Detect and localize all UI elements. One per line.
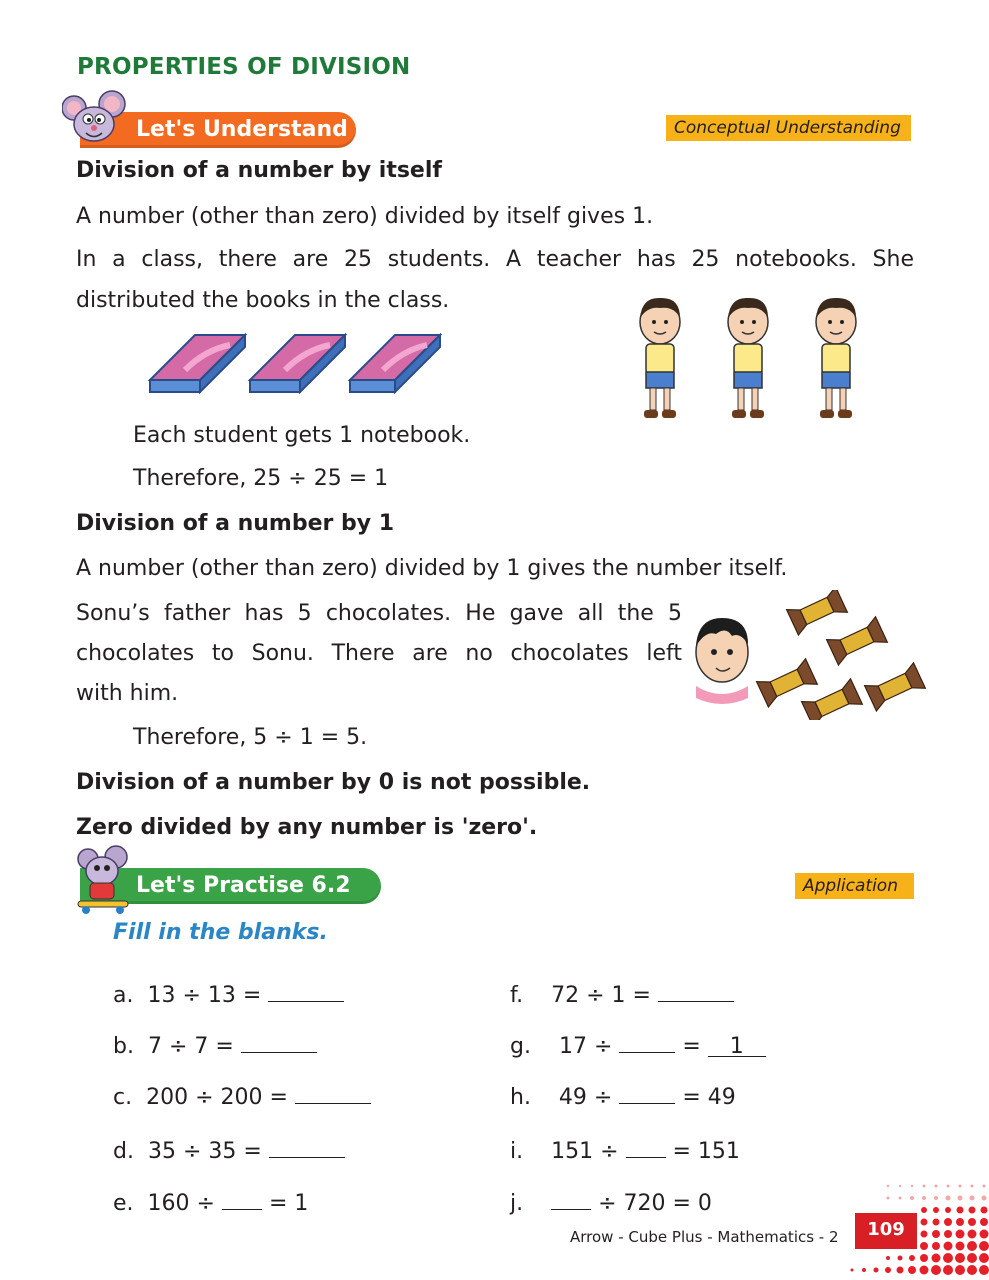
- mouse-mascot-icon: [62, 88, 132, 150]
- answer-blank[interactable]: [269, 1135, 345, 1158]
- answer-blank[interactable]: [295, 1081, 371, 1104]
- student-icon: [640, 298, 680, 418]
- section-heading-by-one: Division of a number by 1: [76, 511, 395, 536]
- answer-blank[interactable]: [222, 1187, 262, 1210]
- rule-zero-dividend: Zero divided by any number is 'zero'.: [76, 815, 538, 840]
- footer-book-title: Arrow - Cube Plus - Mathematics - 2: [570, 1228, 839, 1246]
- story-line: with him.: [76, 681, 179, 706]
- students-illustration: [630, 292, 870, 424]
- given-answer: 1: [708, 1034, 766, 1057]
- exercise-g: g. 17 ÷ = 1: [510, 1030, 766, 1059]
- rule-by-one: A number (other than zero) divided by 1 gives the number itself.: [76, 556, 788, 581]
- exercise-d: d. 35 ÷ 35 =: [113, 1135, 345, 1164]
- conceptual-understanding-tag: Conceptual Understanding: [666, 115, 911, 141]
- decorative-dots: [828, 1180, 989, 1280]
- chocolate-icon: [787, 590, 848, 635]
- answer-blank[interactable]: [619, 1030, 675, 1053]
- instruction-text: Fill in the blanks.: [113, 920, 328, 945]
- student-icon: [816, 298, 856, 418]
- answer-blank[interactable]: [268, 979, 344, 1002]
- exercise-i: i. 151 ÷ = 151: [510, 1135, 740, 1164]
- exercise-e: e. 160 ÷ = 1: [113, 1187, 308, 1216]
- student-icon: [728, 298, 768, 418]
- answer-blank[interactable]: [551, 1187, 591, 1210]
- story-line: Sonu’s father has 5 chocolates. He gave all the 5: [76, 601, 682, 626]
- exercise-b: b. 7 ÷ 7 =: [113, 1030, 317, 1059]
- notebooks-illustration: [145, 330, 445, 400]
- equation-text: Therefore, 5 ÷ 1 = 5.: [133, 725, 368, 750]
- story-line: In a class, there are 25 students. A teacher has 25 notebooks. She: [76, 247, 914, 272]
- answer-blank[interactable]: [241, 1030, 317, 1053]
- boy-face-icon: [696, 618, 748, 704]
- section-heading-by-itself: Division of a number by itself: [76, 158, 442, 183]
- exercise-a: a. 13 ÷ 13 =: [113, 979, 344, 1008]
- lets-understand-banner: Let's Understand: [80, 112, 356, 148]
- result-text: Each student gets 1 notebook.: [133, 423, 471, 448]
- story-line: chocolates to Sonu. There are no chocolates left: [76, 641, 682, 666]
- page-number: 109: [855, 1213, 917, 1249]
- notebook-icon: [250, 335, 345, 392]
- application-tag: Application: [795, 873, 914, 899]
- page-title: PROPERTIES OF DIVISION: [77, 54, 411, 80]
- rule-by-itself: A number (other than zero) divided by itself gives 1.: [76, 204, 654, 229]
- story-line: distributed the books in the class.: [76, 288, 450, 313]
- exercise-h: h. 49 ÷ = 49: [510, 1081, 736, 1110]
- chocolate-icon: [757, 659, 818, 707]
- lets-practise-banner: Let's Practise 6.2: [80, 868, 381, 904]
- chocolate-icon: [802, 679, 863, 720]
- answer-blank[interactable]: [658, 979, 734, 1002]
- exercise-c: c. 200 ÷ 200 =: [113, 1081, 371, 1110]
- exercise-j: j. ÷ 720 = 0: [510, 1187, 712, 1216]
- exercise-f: f. 72 ÷ 1 =: [510, 979, 734, 1008]
- chocolate-icon: [827, 617, 888, 665]
- chocolate-icon: [865, 663, 926, 711]
- rule-zero-divisor: Division of a number by 0 is not possible.: [76, 770, 591, 795]
- equation-text: Therefore, 25 ÷ 25 = 1: [133, 466, 389, 491]
- notebook-icon: [350, 335, 440, 392]
- notebook-icon: [150, 335, 245, 392]
- skateboard-mouse-icon: [70, 845, 140, 915]
- answer-blank[interactable]: [626, 1135, 666, 1158]
- sonu-chocolates-illustration: [690, 590, 930, 720]
- answer-blank[interactable]: [619, 1081, 675, 1104]
